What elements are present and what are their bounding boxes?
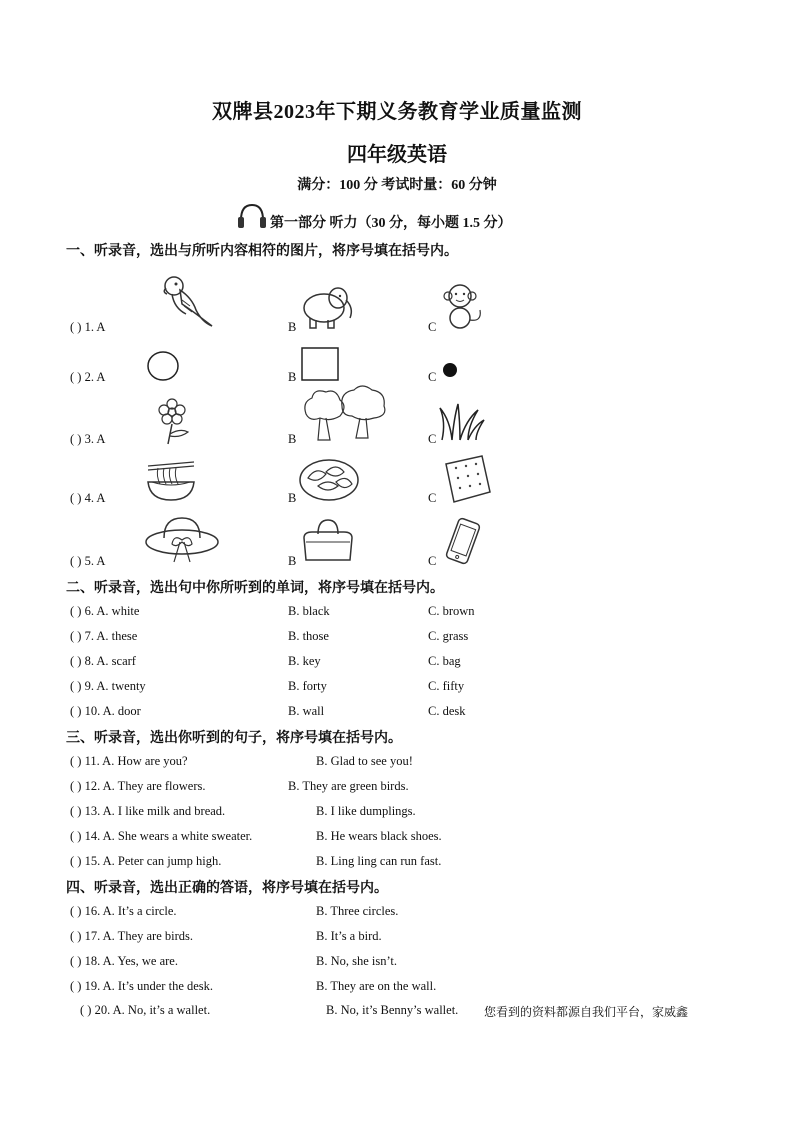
q11-a: ( ) 11. A. How are you?: [70, 754, 188, 768]
exam-subtitle: 四年级英语: [347, 144, 447, 166]
q7-c: C. grass: [428, 629, 469, 643]
q15-a: ( ) 15. A. Peter can jump high.: [70, 854, 222, 868]
grass-image: [438, 402, 486, 442]
elephant-image: [298, 282, 356, 332]
q2-label: ( ) 2. A: [70, 370, 106, 384]
section4-heading: 四、听录音，选出正确的答语，将序号填在括号内。: [66, 881, 388, 896]
q20-b: B. No, it’s Benny’s wallet.: [326, 1003, 459, 1017]
q4-b: B: [288, 491, 297, 505]
section2-heading: 二、听录音，选出句中你所听到的单词，将序号填在括号内。: [66, 581, 444, 596]
q14-a: ( ) 14. A. She wears a white sweater.: [70, 829, 253, 843]
q11-b: B. Glad to see you!: [316, 754, 413, 768]
source-note: 您看到的资料都源自我们平台，家威鑫: [484, 1005, 689, 1019]
q19-b: B. They are on the wall.: [316, 979, 437, 993]
q7-b: B. those: [288, 629, 329, 643]
q5-label: ( ) 5. A: [70, 554, 106, 568]
headphones-icon: [236, 202, 268, 235]
parrot-image: [152, 270, 216, 330]
q2-c: C: [428, 370, 437, 384]
q3-label: ( ) 3. A: [70, 432, 106, 446]
q17-b: B. It’s a bird.: [316, 929, 382, 943]
q2-b: B: [288, 370, 297, 384]
dot-image: [442, 362, 458, 378]
part-one-label: 第一部分 听力（30 分，每小题 1.5 分）: [270, 216, 512, 231]
monkey-image: [440, 282, 486, 330]
q7-a: ( ) 7. A. these: [70, 629, 138, 643]
q18-b: B. No, she isn’t.: [316, 954, 398, 968]
q12-a: ( ) 12. A. They are flowers.: [70, 779, 206, 793]
q9-c: C. fifty: [428, 679, 465, 693]
q13-a: ( ) 13. A. I like milk and bread.: [70, 804, 226, 818]
q15-b: B. Ling ling can run fast.: [316, 854, 442, 868]
trees-image: [300, 384, 388, 444]
q6-b: B. black: [288, 604, 330, 618]
square-image: [300, 346, 340, 382]
exam-title: 双牌县2023年下期义务教育学业质量监测: [212, 101, 582, 123]
q3-b: B: [288, 432, 297, 446]
section1-heading: 一、听录音，选出与所听内容相符的图片，将序号填在括号内。: [66, 244, 458, 259]
q14-b: B. He wears black shoes.: [316, 829, 442, 843]
noodles-image: [144, 458, 198, 504]
q10-a: ( ) 10. A. door: [70, 704, 141, 718]
q18-a: ( ) 18. A. Yes, we are.: [70, 954, 178, 968]
q10-b: B. wall: [288, 704, 325, 718]
q1-label: ( ) 1. A: [70, 320, 106, 334]
hat-image: [144, 514, 220, 566]
bag-image: [300, 518, 356, 562]
phone-image: [440, 516, 486, 566]
exam-meta: 满分：100 分 考试时量：60 分钟: [297, 178, 497, 193]
q9-a: ( ) 9. A. twenty: [70, 679, 146, 693]
q16-a: ( ) 16. A. It’s a circle.: [70, 904, 177, 918]
q6-a: ( ) 6. A. white: [70, 604, 140, 618]
q12-b: B. They are green birds.: [288, 779, 409, 793]
q5-b: B: [288, 554, 297, 568]
q1-b: B: [288, 320, 297, 334]
q3-c: C: [428, 432, 437, 446]
q17-a: ( ) 17. A. They are birds.: [70, 929, 194, 943]
q20-a: ( ) 20. A. No, it’s a wallet.: [80, 1003, 211, 1017]
q8-c: C. bag: [428, 654, 461, 668]
section3-heading: 三、听录音，选出你听到的句子，将序号填在括号内。: [66, 731, 402, 746]
q6-c: C. brown: [428, 604, 475, 618]
q9-b: B. forty: [288, 679, 327, 693]
q8-a: ( ) 8. A. scarf: [70, 654, 136, 668]
q19-a: ( ) 19. A. It’s under the desk.: [70, 979, 214, 993]
circle-image: [146, 350, 180, 382]
flower-image: [150, 396, 198, 446]
q8-b: B. key: [288, 654, 321, 668]
q5-c: C: [428, 554, 437, 568]
q1-c: C: [428, 320, 437, 334]
dumplings-image: [298, 458, 360, 502]
q10-c: C. desk: [428, 704, 466, 718]
q4-c: C: [428, 491, 437, 505]
q4-label: ( ) 4. A: [70, 491, 106, 505]
cracker-image: [440, 454, 492, 504]
q16-b: B. Three circles.: [316, 904, 399, 918]
q13-b: B. I like dumplings.: [316, 804, 416, 818]
